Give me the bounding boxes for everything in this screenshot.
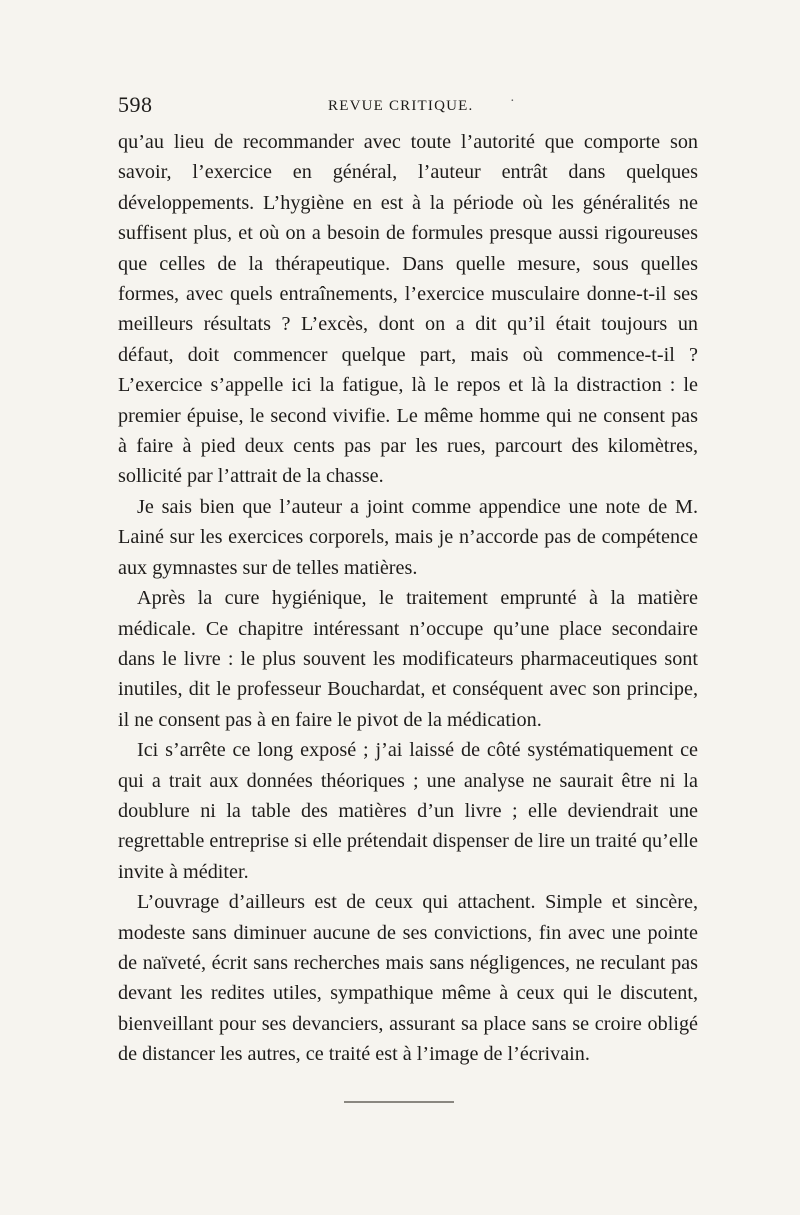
page-number: 598 — [118, 92, 153, 117]
body-text — [118, 127, 698, 1070]
header-mark: · — [510, 94, 515, 109]
paragraph-2: Je sais bien que l’auteur a joint comme appendice une note de M. Lainé sur les exercices corporels, mais je n’accorde pas de compétence aux gymnastes sur de telles matières. — [118, 495, 698, 579]
page-header — [118, 92, 698, 124]
paragraph-4: Ici s’arrête ce long exposé ; j’ai laissé de côté systématiquement ce qui a trait aux données théoriques ; une analyse ne saurait être ni la doublure ni la table des matières d’un livre ; elle deviendrait une regrettable entreprise si elle prétendait dispenser de lire un traité qu’elle invite à méditer. — [118, 739, 698, 883]
paragraph-5: L’ouvrage d’ailleurs est de ceux qui attachent. Simple et sincère, modeste sans diminuer aucune de ses convictions, fin avec une pointe de naïveté, écrit sans recherches mais sans négligences, ne reculant pas devant les redites utiles, sympathique même à ceux qui le discutent, bienveillant pour ses devanciers, assurant sa place sans se croire obligé de distancer les autres, ce traité est à l’image de l’écrivain. — [118, 891, 698, 1066]
running-head: REVUE CRITIQUE. — [328, 98, 474, 114]
show-through-rule — [344, 1101, 454, 1103]
paragraph-1: qu’au lieu de recommander avec toute l’autorité que comporte son savoir, l’exercice en général, l’auteur entrât dans quelques développements. L’hygiène en est à la période où les généralités ne suffisent plus, et où on a besoin de formules presque aussi rigoureuses que celles de la thérapeutique. Dans quelle mesure, sous quelles formes, avec quels entraînements, l’exercice musculaire donne-t-il ses meilleurs résultats ? L’excès, dont on a dit qu’il était toujours un défaut, doit commencer quelque part, mais où commence-t-il ? L’exercice s’appelle ici la fatigue, là le repos et là la distraction : le premier épuise, le second vivifie. Le même homme qui ne consent pas à faire à pied deux cents pas par les rues, parcourt des kilomètres, sollicité par l’attrait de la chasse. — [118, 131, 698, 488]
paragraph-3: Après la cure hygiénique, le traitement emprunté à la matière médicale. Ce chapitre intéressant n’occupe qu’une place secondaire dans le livre : le plus souvent les modificateurs pharmaceutiques sont inutiles, dit le professeur Bouchardat, et conséquent avec son principe, il ne consent pas à en faire le pivot de la médication. — [118, 587, 698, 731]
